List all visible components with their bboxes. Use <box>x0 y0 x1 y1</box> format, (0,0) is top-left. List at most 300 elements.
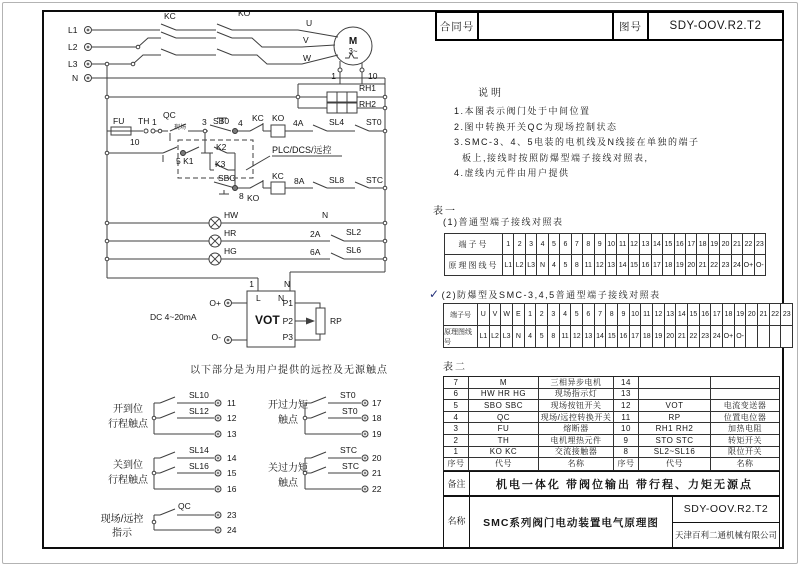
schematic-label: HG <box>224 246 237 256</box>
terminal-cell: 13 <box>640 234 651 255</box>
component-cell: 代号 <box>469 458 539 470</box>
terminal-cell: 4 <box>537 234 548 255</box>
component-cell: 名称 <box>539 458 614 470</box>
schematic-label: 触点 <box>278 415 298 426</box>
terminal-cell: 6 <box>583 304 595 326</box>
terminal-cell: 21 <box>676 326 688 348</box>
schematic-label: SL6 <box>346 245 362 255</box>
terminal-cell: O+ <box>743 255 754 276</box>
terminal-cell: 15 <box>606 326 618 348</box>
terminal-cell: 6 <box>560 234 571 255</box>
component-cell: QC <box>469 412 539 424</box>
remark-row <box>443 471 780 496</box>
component-cell: 序号 <box>444 458 469 470</box>
schematic-label: SL12 <box>189 406 209 416</box>
table1-label: 表一 <box>433 206 457 217</box>
name-block-label: 名称 <box>444 497 470 547</box>
schematic-label: 21 <box>372 468 382 478</box>
terminal-cell: L3 <box>526 255 537 276</box>
schematic-label: N <box>72 73 79 83</box>
schematic-label: SB0 <box>213 116 230 126</box>
component-cell: 名称 <box>736 459 754 469</box>
schematic-label: 行程触点 <box>108 475 148 486</box>
terminal-cell: 12 <box>595 255 606 276</box>
terminal-cell: 19 <box>735 304 747 326</box>
schematic-label: 8 <box>239 191 244 201</box>
component-cell: 12 <box>614 400 639 412</box>
ko-coil-symbol <box>271 125 285 137</box>
terminal-table-exproof <box>443 303 793 348</box>
terminal-cell <box>781 326 793 348</box>
motor-terminal-1 <box>338 68 342 72</box>
component-cell: RH1 RH2 <box>639 423 711 435</box>
note-line: 3.SMC-3、4、5电装的电机线及N线接在单独的端子 <box>454 137 700 147</box>
component-cell: 现场/远控转换开关 <box>539 412 614 424</box>
terminal-cell: L1 <box>478 326 490 348</box>
schematic-label: ST0 <box>340 390 356 400</box>
terminal-cell: O+ <box>723 326 735 348</box>
terminal-cell: 16 <box>700 304 712 326</box>
schematic-label: 10 <box>368 71 378 81</box>
component-cell: 现场指示灯 <box>539 389 614 401</box>
schematic-label: K3 <box>215 159 226 169</box>
note-line: 1.本图表示阀门处于中间位置 <box>454 106 591 116</box>
component-cell: M <box>469 377 539 389</box>
schematic-labels <box>68 8 388 539</box>
check-mark: ✓ <box>429 287 441 301</box>
terminal-cell: L2 <box>490 326 502 348</box>
schematic-label: 20 <box>372 453 382 463</box>
terminal-cell: 1 <box>525 304 537 326</box>
schematic-label: TH <box>138 116 150 126</box>
component-cell: 11 <box>614 412 639 424</box>
terminal-cell: 12 <box>653 304 665 326</box>
component-cell <box>711 377 779 389</box>
motor-terminal-10 <box>360 68 364 72</box>
terminal-cell: 23 <box>755 234 766 255</box>
terminal-cell: L1 <box>503 255 514 276</box>
terminal-cell <box>746 326 758 348</box>
th-contact <box>151 129 155 133</box>
schematic-label: 18 <box>372 413 382 423</box>
terminal-cell: 23 <box>720 255 731 276</box>
schematic-label: P3 <box>282 332 293 342</box>
schematic-label: O+ <box>209 298 221 308</box>
component-table-label: 表二 <box>443 362 467 373</box>
terminal-cell: 5 <box>560 255 571 276</box>
table2-title-row <box>429 287 661 301</box>
terminal-cell: 21 <box>697 255 708 276</box>
terminal-cell: 7 <box>595 304 607 326</box>
component-cell: SL2~SL16 <box>639 447 711 459</box>
schematic-label: 8A <box>294 176 305 186</box>
schematic-label: 指示 <box>112 528 132 539</box>
terminal-cell: 11 <box>560 326 572 348</box>
lamp-hg-symbol <box>209 253 221 265</box>
schematic-label: RH2 <box>359 99 377 109</box>
note-line: 4.虚线内元件由用户提供 <box>454 168 570 178</box>
terminal-cell: 8 <box>572 255 583 276</box>
component-cell: 现场按钮开关 <box>539 400 614 412</box>
terminal-cell: 14 <box>595 326 607 348</box>
schematic-label: O- <box>211 332 221 342</box>
schematic-label: RP <box>330 316 342 326</box>
component-cell: STO STC <box>639 435 711 447</box>
schematic-label: KO <box>247 193 260 203</box>
schematic-label: STC <box>342 461 359 471</box>
terminal-cell <box>758 326 770 348</box>
terminal-cell: 8 <box>606 304 618 326</box>
drawing-no-bottom: SDY-OOV.R2.T2 <box>673 497 779 523</box>
terminal-cell: 14 <box>617 255 628 276</box>
terminal-cell: 3 <box>526 234 537 255</box>
schematic-label: SL8 <box>329 175 345 185</box>
terminal-cell: 11 <box>617 234 628 255</box>
schematic-label: 3 <box>202 117 207 127</box>
schematic-label: SL16 <box>189 461 209 471</box>
component-cell: 位置电位器 <box>711 412 779 424</box>
schematic-label: SL10 <box>189 390 209 400</box>
terminal-cell: 8 <box>583 234 594 255</box>
schematic-label: STC <box>366 175 383 185</box>
terminal-cell: 4 <box>560 304 572 326</box>
schematic-label: HR <box>224 228 237 238</box>
schematic-label: 以下部分是为用户提供的远控及无源触点 <box>190 365 388 376</box>
terminal-cell: 19 <box>709 234 720 255</box>
drawing-no-label: 图号 <box>619 20 642 33</box>
terminal-cell: 19 <box>675 255 686 276</box>
remark-text: 机电一体化 带阀位输出 带行程、力矩无源点 <box>495 478 754 491</box>
terminal-cell: 11 <box>583 255 594 276</box>
terminal-cell: 9 <box>595 234 606 255</box>
terminal-cell: 20 <box>720 234 731 255</box>
schematic-label: 触点 <box>278 478 298 489</box>
component-cell: 4 <box>444 412 469 424</box>
schematic-label: QC <box>163 110 176 120</box>
schematic-label: RH1 <box>359 83 377 93</box>
component-cell: 13 <box>614 389 639 401</box>
lamp-hw-symbol <box>209 217 221 229</box>
wiper-arrow <box>306 318 315 325</box>
schematic-label: 17 <box>372 398 382 408</box>
component-cell: TH <box>469 435 539 447</box>
terminal-cell: 5 <box>571 304 583 326</box>
component-cell: VOT <box>639 400 711 412</box>
terminal-row <box>445 234 766 255</box>
component-row <box>444 458 779 470</box>
component-cell: SBO SBC <box>469 400 539 412</box>
schematic-label: 开到位 <box>113 404 143 415</box>
terminal-row-label: 端子号 <box>444 304 478 326</box>
drawing-no-box <box>612 11 649 41</box>
schematic-label: SL4 <box>329 117 345 127</box>
component-row <box>444 412 779 424</box>
terminal-table-normal <box>444 233 766 276</box>
component-cell: 电机埋热元件 <box>539 435 614 447</box>
schematic-label: L1 <box>68 25 78 35</box>
schematic-label: 现场/远控 <box>100 514 144 525</box>
heater-rh2-symbol <box>327 103 357 113</box>
terminal-cell: 2 <box>514 234 525 255</box>
component-cell: 3 <box>444 423 469 435</box>
terminal-cell: 23 <box>700 326 712 348</box>
note-line: 2.图中转换开关QC为现场控制状态 <box>454 121 618 132</box>
schematic-label: SL14 <box>189 445 209 455</box>
schematic-label: HW <box>224 210 239 220</box>
schematic-label: KO <box>272 113 285 123</box>
component-cell: 8 <box>614 447 639 459</box>
terminal-cell: 18 <box>723 304 735 326</box>
component-cell: 14 <box>614 377 639 389</box>
terminal-cell: 13 <box>606 255 617 276</box>
schematic-label: L2 <box>68 42 78 52</box>
component-cell: 1 <box>444 447 469 459</box>
component-cell: RP <box>639 412 711 424</box>
component-cell: 熔断器 <box>539 423 614 435</box>
schematic-label: L <box>256 293 261 303</box>
schematic-label: 15 <box>227 468 237 478</box>
schematic-label: 19 <box>372 429 382 439</box>
component-cell: FU <box>469 423 539 435</box>
component-cell: 交流接触器 <box>539 447 614 459</box>
terminal-cell: 22 <box>770 304 782 326</box>
schematic-label: M <box>348 36 358 47</box>
terminal-cell: 14 <box>676 304 688 326</box>
component-cell: 加热电阻 <box>711 423 779 435</box>
schematic-label: KC <box>252 113 264 123</box>
contract-no-value <box>477 11 614 41</box>
component-row <box>444 423 779 435</box>
schematic-label: FU <box>113 116 125 126</box>
component-row <box>444 447 779 459</box>
notes-title: 说明 <box>478 88 504 99</box>
terminal-cell: 21 <box>732 234 743 255</box>
component-cell <box>639 389 711 401</box>
terminal-cell: 5 <box>549 234 560 255</box>
schematic-label: U <box>306 18 313 28</box>
schematic-label: PLC/DCS/远控 <box>272 145 332 155</box>
schematic-label: SBC <box>218 173 236 183</box>
terminal-cell: 18 <box>697 234 708 255</box>
notes-section <box>454 84 764 182</box>
drawing-title: SMC系列阀门电动装置电气原理图 <box>470 497 673 547</box>
terminal-cell: L3 <box>501 326 513 348</box>
terminal-cell: 5 <box>536 326 548 348</box>
terminal-cell: 12 <box>571 326 583 348</box>
terminal-cell: 1 <box>503 234 514 255</box>
terminal-cell: N <box>513 326 525 348</box>
schematic-label: 1 <box>152 117 157 127</box>
schematic-label: 开过力矩 <box>268 400 308 411</box>
lamp-hr-symbol <box>209 235 221 247</box>
schematic-label: VOT <box>255 313 280 327</box>
rp-potentiometer-symbol <box>316 308 325 334</box>
terminal-row-label: 端子号 <box>445 234 503 255</box>
terminal-row <box>444 326 793 348</box>
component-cell: 7 <box>444 377 469 389</box>
component-row <box>444 389 779 401</box>
component-cell: 5 <box>444 400 469 412</box>
terminal-cell: U <box>478 304 490 326</box>
terminal-cell: 15 <box>688 304 700 326</box>
contract-no-label: 合同号 <box>439 20 475 33</box>
schematic-label: 11 <box>227 398 236 408</box>
terminal-cell: 20 <box>686 255 697 276</box>
terminal-cell: 24 <box>732 255 743 276</box>
schematic-label: 14 <box>227 453 237 463</box>
component-table <box>443 376 780 471</box>
terminal-cell: O- <box>735 326 747 348</box>
terminal-cell: 10 <box>606 234 617 255</box>
terminal-cell: 4 <box>549 255 560 276</box>
schematic-label: ST0 <box>366 117 382 127</box>
terminal-cell: 17 <box>630 326 642 348</box>
schematic-label: 4A <box>293 118 304 128</box>
terminal-cell: 14 <box>652 234 663 255</box>
heater-rh1-symbol <box>327 92 357 102</box>
terminal-row-label: 原理图线号 <box>444 326 478 348</box>
schematic-label: ST0 <box>342 406 358 416</box>
terminal-cell: 17 <box>711 304 723 326</box>
component-cell: 9 <box>614 435 639 447</box>
component-cell: 6 <box>444 389 469 401</box>
schematic-label: 22 <box>372 484 382 494</box>
schematic-label: 1 <box>249 279 254 289</box>
schematic-label: N <box>322 210 329 220</box>
table1-title: (1)普通型端子接线对照表 <box>443 217 564 227</box>
schematic-label: 2A <box>310 229 321 239</box>
schematic-label: SL2 <box>346 227 362 237</box>
terminal-cell: E <box>513 304 525 326</box>
schematic-label: 现场 <box>174 125 187 131</box>
component-row <box>444 377 779 389</box>
terminal-cell: 21 <box>758 304 770 326</box>
terminal-cell: 7 <box>572 234 583 255</box>
schematic-label: L3 <box>68 59 78 69</box>
component-cell <box>711 389 779 401</box>
terminal-cell: 16 <box>675 234 686 255</box>
schematic-label: KC <box>272 171 284 181</box>
name-block-right <box>673 497 779 547</box>
terminal-cell <box>770 326 782 348</box>
company-name: 天津百利二通机械有限公司 <box>674 529 777 540</box>
schematic-label: 12 <box>227 413 237 423</box>
drawing-no-text: SDY-OOV.R2.T2 <box>669 20 762 32</box>
terminal-cell: L2 <box>514 255 525 276</box>
terminal-cell: 19 <box>653 326 665 348</box>
terminal-cell: 17 <box>686 234 697 255</box>
terminal-cell: 12 <box>629 234 640 255</box>
component-row <box>444 435 779 447</box>
terminal-cell: 9 <box>618 304 630 326</box>
terminal-cell: 15 <box>629 255 640 276</box>
terminal-cell: 10 <box>630 304 642 326</box>
component-cell: 序号 <box>614 458 639 470</box>
terminal-cell: 20 <box>665 326 677 348</box>
terminal-cell: 23 <box>781 304 793 326</box>
terminal-cell: 2 <box>536 304 548 326</box>
notes-list <box>454 104 764 182</box>
component-cell: 10 <box>614 423 639 435</box>
terminal-cell: 20 <box>746 304 758 326</box>
component-cell: 2 <box>444 435 469 447</box>
schematic-label: DC 4~20mA <box>150 312 197 322</box>
terminal-cell: 17 <box>652 255 663 276</box>
component-cell: 限位开关 <box>711 447 779 459</box>
component-cell: 电流变送器 <box>711 400 779 412</box>
schematic-label: QC <box>178 501 191 511</box>
terminal-cell: 18 <box>663 255 674 276</box>
name-block <box>443 496 780 548</box>
schematic-label: P2 <box>282 316 293 326</box>
terminal-cell: 22 <box>688 326 700 348</box>
schematic-label: 6A <box>310 247 321 257</box>
drawing-no-value <box>647 11 784 41</box>
schematic-label: 关过力矩 <box>268 463 308 474</box>
terminal-cell: 13 <box>665 304 677 326</box>
component-cell <box>639 377 711 389</box>
component-row <box>444 400 779 412</box>
note-line: 板上,接线时按照防爆型端子接线对照表, <box>454 152 649 163</box>
terminal-cell: 22 <box>743 234 754 255</box>
terminal-row <box>445 255 766 276</box>
terminal-row <box>444 304 793 326</box>
schematic-label: 13 <box>227 429 237 439</box>
terminal-cell: 11 <box>641 304 653 326</box>
schematic-label: 3~ <box>348 47 358 56</box>
terminal-cell: O- <box>755 255 766 276</box>
th-contact <box>144 129 148 133</box>
terminal-cell: 16 <box>640 255 651 276</box>
schematic-label: 10 <box>130 137 140 147</box>
terminal-cell: 16 <box>618 326 630 348</box>
schematic-label: KO <box>238 8 251 18</box>
schematic-label: 1 <box>331 71 336 81</box>
terminal-cell: 24 <box>711 326 723 348</box>
terminal-cell: 18 <box>641 326 653 348</box>
schematic-label: 16 <box>227 484 237 494</box>
schematic-label: N <box>284 279 291 289</box>
schematic-label: STC <box>340 445 357 455</box>
terminal-cell: 3 <box>548 304 560 326</box>
schematic-label: 4 <box>238 118 243 128</box>
remark-label: 备注 <box>444 472 470 495</box>
schematic-label: 5 K1 <box>176 156 194 166</box>
schematic-label: V <box>303 35 309 45</box>
schematic-label: P1 <box>282 298 293 308</box>
contract-no-box <box>435 11 479 41</box>
terminal-cell: 22 <box>709 255 720 276</box>
schematic-label: W <box>303 53 312 63</box>
component-cell: 代号 <box>639 458 711 470</box>
schematic-label: 23 <box>227 510 237 520</box>
terminal-cell: N <box>537 255 548 276</box>
terminal-cell: 4 <box>525 326 537 348</box>
terminal-cell: 13 <box>583 326 595 348</box>
component-cell: 转矩开关 <box>711 435 779 447</box>
component-cell: 三相异步电机 <box>539 377 614 389</box>
schematic-label: 行程触点 <box>108 419 148 430</box>
component-cell: KO KC <box>469 447 539 459</box>
schematic-label: KC <box>164 11 176 21</box>
terminal-cell: 8 <box>548 326 560 348</box>
schematic-label: K2 <box>216 142 227 152</box>
component-cell: HW HR HG <box>469 389 539 401</box>
schematic-label: 关到位 <box>113 460 143 471</box>
terminal-row-label: 原理图线号 <box>445 255 503 276</box>
schematic-label: 24 <box>227 525 237 535</box>
terminal-cell: 15 <box>663 234 674 255</box>
